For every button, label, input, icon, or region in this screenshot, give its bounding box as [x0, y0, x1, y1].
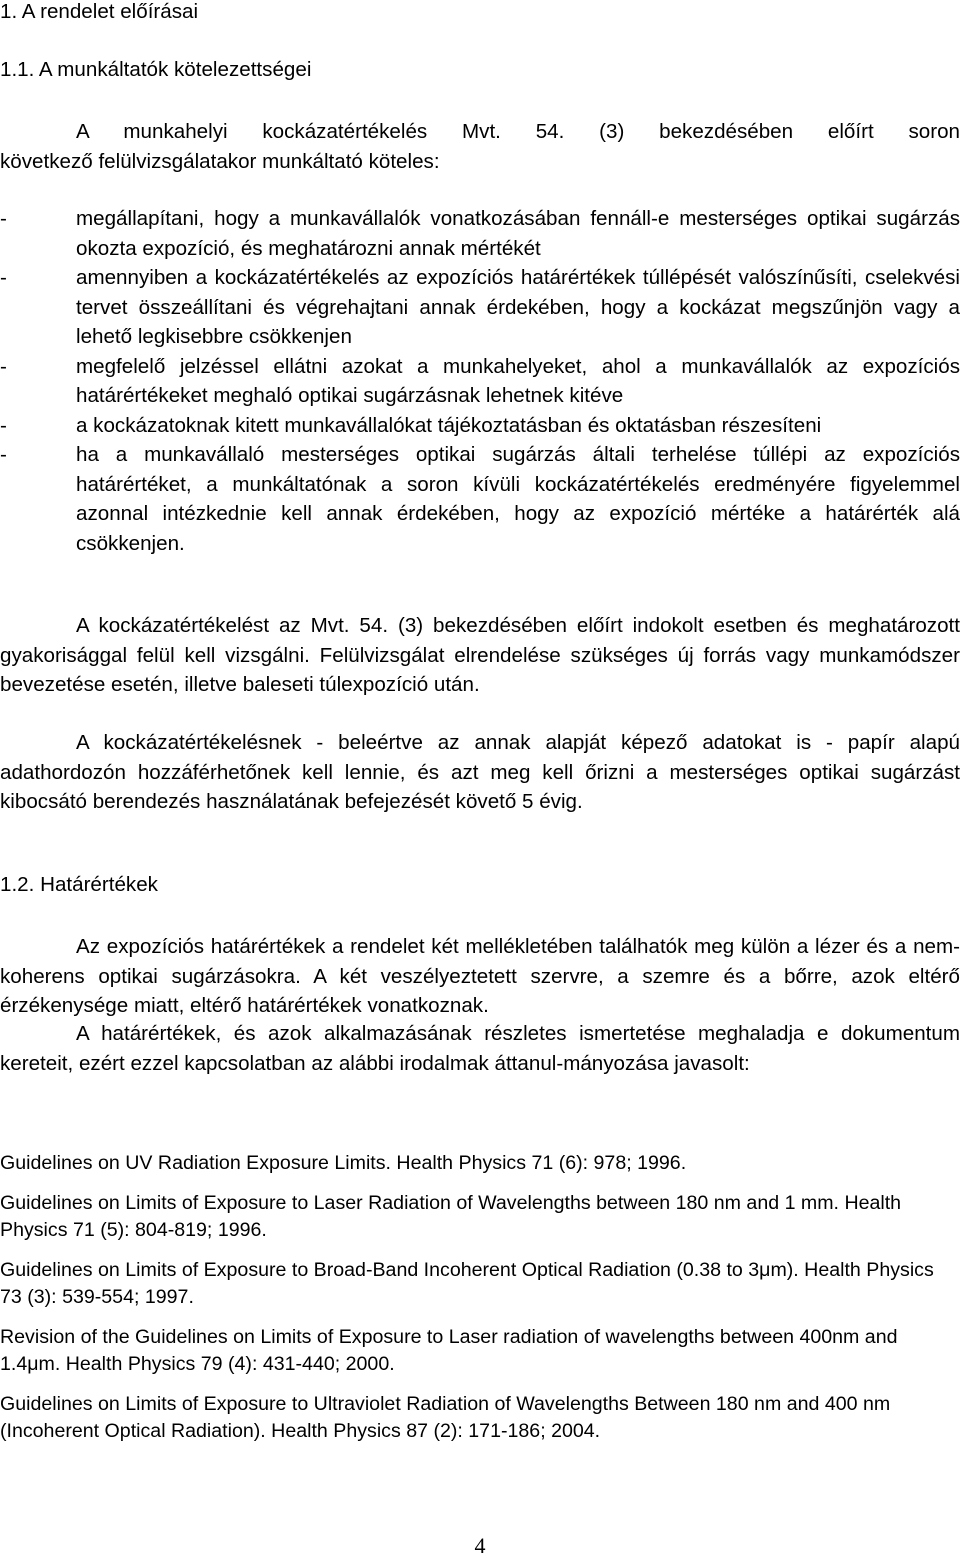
list-item-text: megállapítani, hogy a munkavállalók vonatkozásában fennáll-e mesterséges optikai sugárzás okozta expozíció, és meghatározni annak mértékét	[76, 207, 960, 260]
list-item-text: ha a munkavállaló mesterséges optikai sugárzás általi terhelése túllépi az expozíciós határértéket, a munkáltatónak a soron kívüli kockázatértékelés eredményére figyelemmel azonnal intézkednie kell annak érdekében, hogy az expozíció mértéke a határérték alá csökkenjen.	[76, 443, 960, 555]
page-number: 4	[474, 1533, 486, 1558]
list-dash: -	[0, 266, 7, 289]
intro-paragraph	[0, 117, 960, 176]
list-item	[0, 263, 960, 352]
list-dash: -	[0, 443, 7, 466]
reference-item: Guidelines on Limits of Exposure to Laser Radiation of Wavelengths between 180 nm and 1 mm. Health Physics 71 (5): 804-819; 1996.	[0, 1191, 902, 1241]
reference-item: Guidelines on Limits of Exposure to Ultraviolet Radiation of Wavelengths Between 180 nm and 400 nm (Incoherent Optical Radiation). Health Physics 87 (2): 171-186; 2004.	[0, 1392, 891, 1442]
intro-line-1: A munkahelyi kockázatértékelés Mvt. 54. (3) bekezdésében előírt soron	[76, 120, 960, 143]
reference-item: Guidelines on Limits of Exposure to Broad-Band Incoherent Optical Radiation (0.38 to 3μm). Health Physics 73 (3): 539-554; 1997.	[0, 1258, 934, 1308]
heading-1: 1. A rendelet előírásai	[0, 0, 199, 23]
retention-paragraph: A kockázatértékelésnek - beleértve az annak alapját képező adatokat is - papír alapú adathordozón hozzáférhetőnek kell lennie, és azt meg kell őrizni a mesterséges optikai sugárzást kibocsátó berendezés használatának befejezését követő 5 évig.	[0, 731, 960, 813]
list-dash: -	[0, 413, 7, 437]
list-item	[0, 352, 960, 411]
list-item	[0, 411, 960, 441]
heading-1-1: 1.1. A munkáltatók kötelezettségei	[0, 58, 312, 81]
list-dash: -	[0, 354, 7, 378]
list-item-text: amennyiben a kockázatértékelés az expozíciós határértékek túllépését valószínűsíti, cselekvési tervet összeállítani és végrehajtani annak érdekében, hogy a kockázat megszűnjön vagy a lehető legkisebbre csökkenjen	[76, 266, 960, 348]
references-list	[0, 1150, 960, 1458]
list-dash: -	[0, 207, 7, 230]
heading-1-2: 1.2. Határértékek	[0, 873, 158, 896]
literature-paragraph: A határértékek, és azok alkalmazásának részletes ismertetése meghaladja e dokumentum kereteit, ezért ezzel kapcsolatban az alábbi irodalmak áttanul-mányozása javasolt:	[0, 1022, 960, 1075]
intro-line-2: következő felülvizsgálatakor munkáltató köteles:	[0, 149, 440, 173]
list-item	[0, 204, 960, 263]
list-item	[0, 440, 960, 558]
reference-item: Guidelines on UV Radiation Exposure Limits. Health Physics 71 (6): 978; 1996.	[0, 1152, 687, 1174]
list-item-text: a kockázatoknak kitett munkavállalókat tájékoztatásban és oktatásban részesíteni	[76, 413, 822, 437]
list-item-text: megfelelő jelzéssel ellátni azokat a munkahelyeket, ahol a munkavállalók az expozíciós határértékeket meghaló optikai sugárzásnak lehetnek kitéve	[76, 354, 960, 407]
obligations-list	[0, 204, 960, 558]
limits-paragraph: Az expozíciós határértékek a rendelet két mellékletében találhatók meg külön a lézer és a nem-koherens optikai sugárzásokra. A két veszélyeztetett szervre, a szemre és a bőrre, azok eltérő érzékenysége miatt, eltérő határértékek vonatkoznak.	[0, 935, 960, 1017]
review-paragraph: A kockázatértékelést az Mvt. 54. (3) bekezdésében előírt indokolt esetben és meghatározott gyakorisággal felül kell vizsgálni. Felülvizsgálat elrendelése szükséges új forrás vagy munkamódszer bevezetése esetén, illetve baleseti túlexpozíció után.	[0, 614, 960, 696]
reference-item: Revision of the Guidelines on Limits of Exposure to Laser radiation of wavelengths between 400nm and 1.4μm. Health Physics 79 (4): 431-440; 2000.	[0, 1325, 898, 1375]
